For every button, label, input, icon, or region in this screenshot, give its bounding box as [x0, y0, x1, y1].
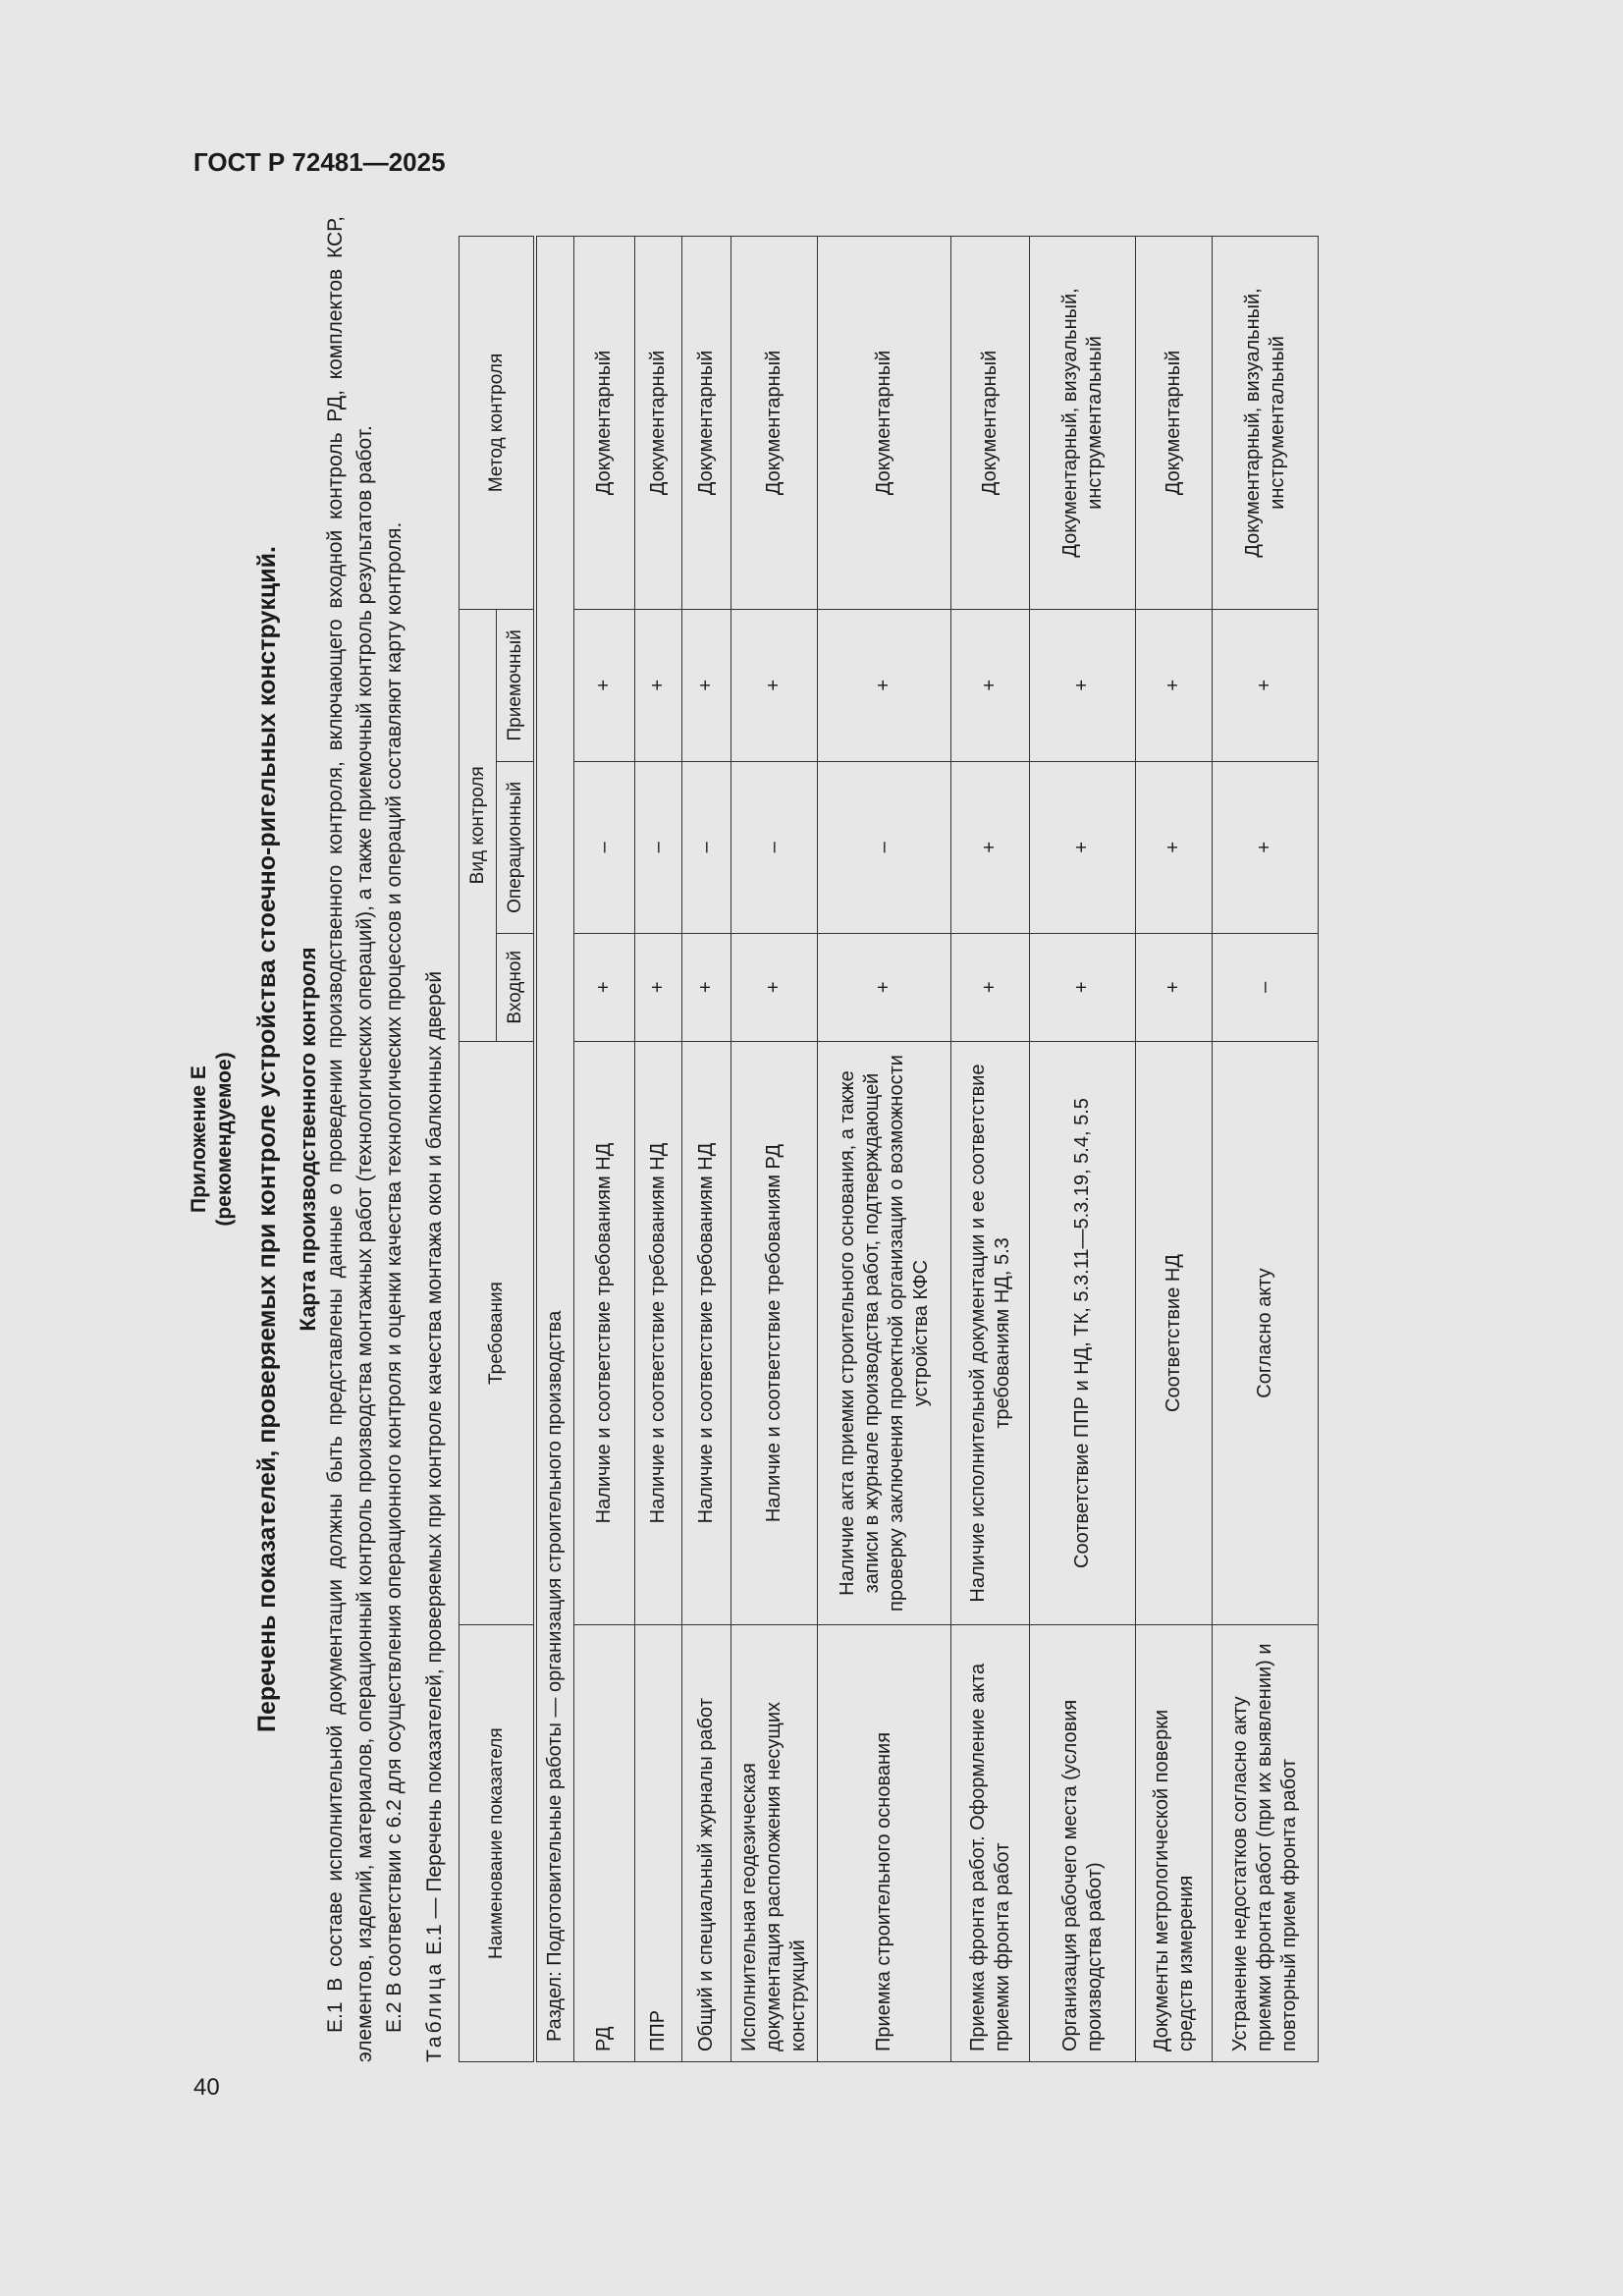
- row-operational: +: [951, 761, 1030, 933]
- row-operational: +: [1213, 761, 1319, 933]
- row-acceptance: +: [682, 609, 731, 761]
- header-name: Наименование показателя: [460, 1625, 536, 2062]
- row-requirement: Наличие акта приемки строительного основания, а также записи в журнале производства работ, подтверждающей проверку заключения проектной организации о возможности устройства КФС: [818, 1041, 951, 1625]
- table-caption: [423, 216, 447, 2062]
- paragraph-e2: Е.2 В соответствии с 6.2 для осуществления операционного контроля и оценки качества технологических процессов и операций составляют карту контроля.: [383, 521, 406, 2033]
- table-row: [1213, 237, 1319, 2062]
- row-incoming: +: [731, 933, 818, 1041]
- section-title: Раздел: Подготовительные работы — организация строительного производства: [535, 237, 574, 2062]
- row-incoming: +: [635, 933, 682, 1041]
- row-name: Документы метрологической поверки средств измерения: [1136, 1625, 1213, 2062]
- table-section-row: [535, 237, 574, 2062]
- table-row: [951, 237, 1030, 2062]
- table-row: [1136, 237, 1213, 2062]
- row-name: Приемка строительного основания: [818, 1625, 951, 2062]
- table-row: [731, 237, 818, 2062]
- table-row: [682, 237, 731, 2062]
- table-caption-text: Е.1 — Перечень показателей, проверяемых при контроле качества монтажа окон и балконных дверей: [423, 970, 446, 1955]
- row-requirement: Наличие и соответствие требованиям НД: [635, 1041, 682, 1625]
- row-requirement: Наличие и соответствие требованиям РД: [731, 1041, 818, 1625]
- header-acceptance: Приемочный: [497, 609, 536, 761]
- row-incoming: +: [1136, 933, 1213, 1041]
- row-method: Документарный, визуальный, инструментальный: [1030, 237, 1136, 610]
- row-operational: +: [1136, 761, 1213, 933]
- row-operational: +: [1030, 761, 1136, 933]
- paragraph-e1: Е.1 В составе исполнительной документации должны быть представлены данные о проведении производственного контроля, включающего входной контроль РД, комплектов КСР, элементов, изделий, материалов, операционный контроль производства монтажных работ (технологических операций), а также приемочный контроль результатов работ.: [324, 216, 376, 2062]
- appendix-label: Приложение Е: [188, 1066, 210, 1213]
- row-requirement: Согласно акту: [1213, 1041, 1319, 1625]
- row-operational: –: [731, 761, 818, 933]
- row-requirement: Наличие и соответствие требованиям НД: [574, 1041, 635, 1625]
- page-number: 40: [193, 2074, 220, 2101]
- row-acceptance: +: [951, 609, 1030, 761]
- table-caption-prefix: Таблица: [423, 1960, 446, 2062]
- row-operational: –: [635, 761, 682, 933]
- header-operational: Операционный: [497, 761, 536, 933]
- row-incoming: +: [574, 933, 635, 1041]
- row-method: Документарный, визуальный, инструментальный: [1213, 237, 1319, 610]
- appendix-title: Перечень показателей, проверяемых при контроле устройства стоечно-ригельных конструкций.: [253, 546, 281, 1732]
- row-acceptance: +: [635, 609, 682, 761]
- table-row: [818, 237, 951, 2062]
- appendix-heading: [187, 216, 321, 2062]
- appendix-status: (рекомендуемое): [213, 1052, 236, 1227]
- row-operational: –: [818, 761, 951, 933]
- header-requirements: Требования: [460, 1041, 536, 1625]
- row-acceptance: +: [731, 609, 818, 761]
- row-method: Документарный: [635, 237, 682, 610]
- rotated-content: [187, 216, 1473, 2062]
- row-method: Документарный: [574, 237, 635, 610]
- control-table: [459, 236, 1319, 2062]
- row-name: Общий и специальный журналы работ: [682, 1625, 731, 2062]
- row-requirement: Соответствие НД: [1136, 1041, 1213, 1625]
- header-control-type: Вид контроля: [460, 609, 497, 1041]
- row-name: Устранение недостатков согласно акту приемки фронта работ (при их выявлении) и повторный прием фронта работ: [1213, 1625, 1319, 2062]
- row-method: Документарный: [1136, 237, 1213, 610]
- table-row: [574, 237, 635, 2062]
- row-incoming: +: [1030, 933, 1136, 1041]
- row-requirement: Наличие исполнительной документации и ее соответствие требованиям НД, 5.3: [951, 1041, 1030, 1625]
- row-requirement: Соответствие ППР и НД, ТК, 5.3.11—5.3.19, 5.4, 5.5: [1030, 1041, 1136, 1625]
- row-acceptance: +: [818, 609, 951, 761]
- row-operational: –: [682, 761, 731, 933]
- row-acceptance: +: [1030, 609, 1136, 761]
- row-method: Документарный: [682, 237, 731, 610]
- row-name: РД: [574, 1625, 635, 2062]
- row-incoming: +: [818, 933, 951, 1041]
- row-operational: –: [574, 761, 635, 933]
- row-name: Организация рабочего места (условия производства работ): [1030, 1625, 1136, 2062]
- row-name: ППР: [635, 1625, 682, 2062]
- header-method: Метод контроля: [460, 237, 536, 610]
- row-requirement: Наличие и соответствие требованиям НД: [682, 1041, 731, 1625]
- row-method: Документарный: [951, 237, 1030, 610]
- row-method: Документарный: [731, 237, 818, 610]
- document-code: ГОСТ Р 72481—2025: [193, 147, 446, 177]
- row-acceptance: +: [574, 609, 635, 761]
- header-incoming: Входной: [497, 933, 536, 1041]
- table-row: [635, 237, 682, 2062]
- row-name: Исполнительная геодезическая документация расположения несущих конструкций: [731, 1625, 818, 2062]
- row-incoming: –: [1213, 933, 1319, 1041]
- row-acceptance: +: [1136, 609, 1213, 761]
- table-row: [1030, 237, 1136, 2062]
- row-acceptance: +: [1213, 609, 1319, 761]
- appendix-subtitle: Карта производственного контроля: [296, 947, 320, 1332]
- row-incoming: +: [682, 933, 731, 1041]
- row-name: Приемка фронта работ. Оформление акта приемки фронта работ: [951, 1625, 1030, 2062]
- row-incoming: +: [951, 933, 1030, 1041]
- row-method: Документарный: [818, 237, 951, 610]
